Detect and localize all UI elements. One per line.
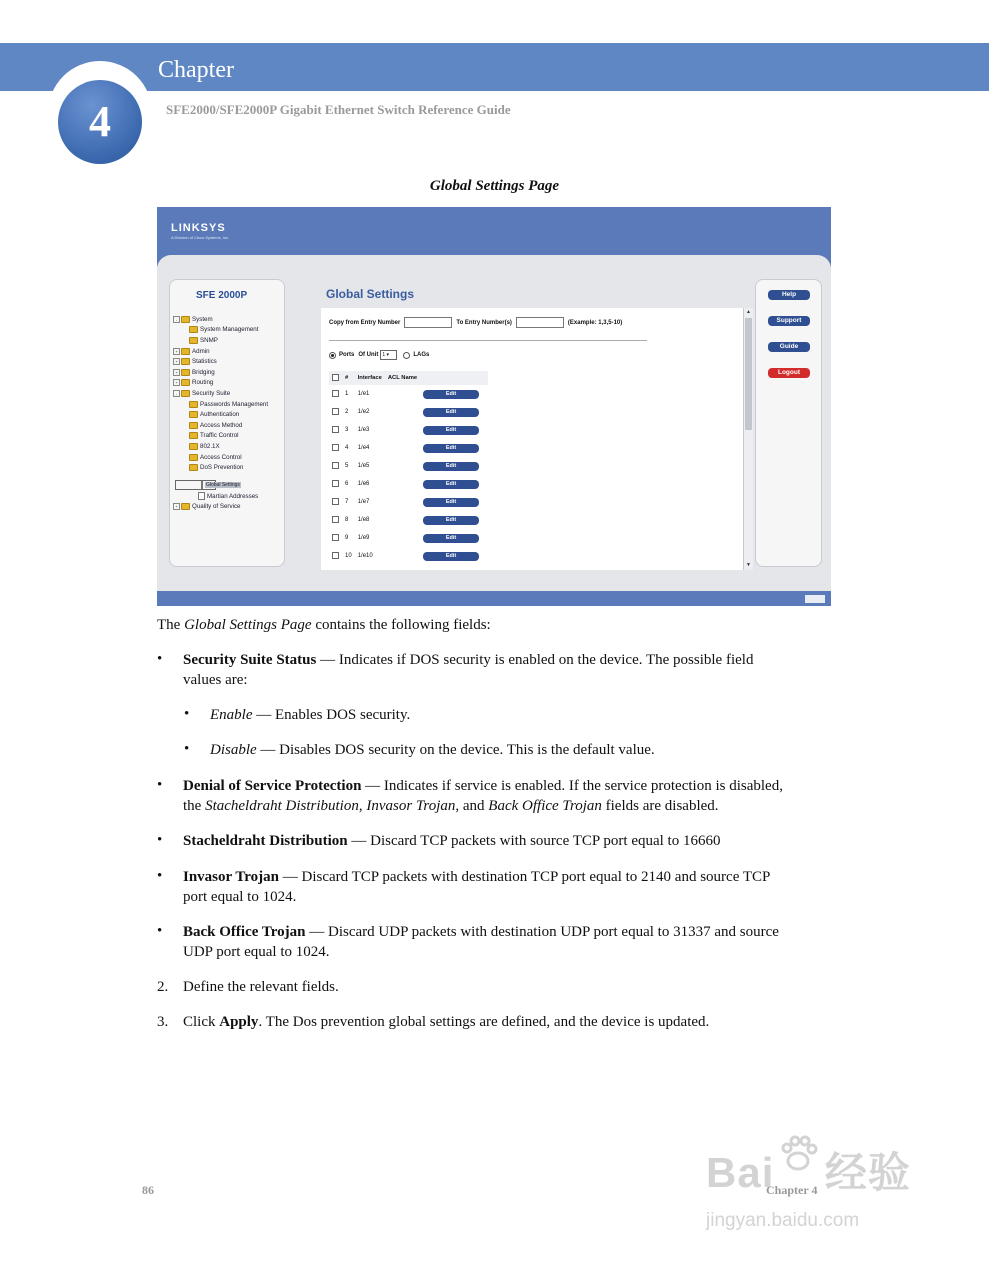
copy-row	[329, 317, 622, 328]
row-select-cell	[329, 439, 342, 457]
table-row	[329, 529, 488, 547]
settings-content	[321, 308, 743, 570]
page-title: Global Settings	[326, 287, 415, 301]
table-body	[329, 385, 488, 565]
desc: — Indicates if DOS security is enabled on the device. The possible field	[316, 652, 754, 668]
lags-radio[interactable]	[403, 352, 410, 359]
table-row	[329, 421, 488, 439]
table-row	[329, 457, 488, 475]
row-acl-name	[385, 529, 420, 547]
scroll-down-icon[interactable]: ▼	[746, 563, 751, 568]
row-interface: 1/e7	[357, 499, 370, 505]
content-scrollbar[interactable]	[743, 308, 753, 570]
tree-item-label: System Management	[200, 326, 259, 334]
tree-item[interactable]	[173, 431, 268, 442]
tree-item-label: Admin	[192, 347, 210, 355]
field-dos-protection	[183, 777, 843, 816]
row-select-cell	[329, 529, 342, 547]
term: Enable	[210, 707, 253, 723]
tree-item[interactable]	[173, 420, 268, 431]
footer-chapter: Chapter 4	[766, 1183, 818, 1197]
expand-icon[interactable]: +	[173, 348, 180, 355]
edit-button[interactable]: Edit	[423, 480, 479, 489]
row-edit-cell	[420, 511, 488, 529]
desc: — Enables DOS security.	[252, 707, 411, 723]
copy-from-label: Copy from Entry Number	[329, 319, 401, 326]
row-checkbox[interactable]	[332, 408, 339, 415]
chapter-header-band	[0, 43, 989, 91]
tree-item[interactable]	[173, 356, 268, 367]
folder-icon	[189, 422, 198, 429]
folder-icon	[189, 464, 198, 471]
row-select-cell	[329, 547, 342, 565]
row-interface: 1/e10	[357, 553, 373, 559]
edit-button[interactable]: Edit	[423, 444, 479, 453]
folder-icon	[181, 358, 190, 365]
tree-item-label: Routing	[192, 379, 214, 387]
expand-icon[interactable]: +	[173, 358, 180, 365]
desc: — Discard UDP packets with destination UDP port equal to 31337 and source	[305, 924, 779, 940]
edit-button[interactable]: Edit	[423, 426, 479, 435]
bullet: •	[157, 832, 163, 848]
intro-post: contains the following fields:	[311, 617, 491, 633]
tree-item-label: Access Method	[200, 421, 243, 429]
app-footer	[157, 591, 831, 606]
row-edit-cell	[420, 403, 488, 421]
row-edit-cell	[420, 385, 488, 403]
row-interface: 1/e5	[357, 463, 370, 469]
row-acl-name	[385, 439, 420, 457]
folder-icon	[181, 348, 190, 355]
paw-icon	[778, 1134, 818, 1174]
row-select-cell	[329, 511, 342, 529]
tree-item[interactable]	[175, 480, 240, 490]
scroll-up-icon[interactable]: ▲	[746, 310, 751, 315]
bullet: •	[184, 741, 190, 757]
tree-item-label: System	[192, 315, 213, 323]
logout-button[interactable]: Logout	[768, 368, 810, 378]
copy-from-input[interactable]	[404, 317, 452, 328]
tree-item[interactable]	[173, 409, 268, 420]
tree-item-label: Access Control	[200, 453, 242, 461]
row-interface: 1/e4	[357, 445, 370, 451]
row-number: 2	[345, 409, 349, 415]
row-checkbox[interactable]	[332, 426, 339, 433]
desc-cont: port equal to 1024.	[183, 888, 297, 905]
row-select-cell	[329, 403, 342, 421]
term: Disable	[210, 742, 257, 758]
apply-term: Apply	[219, 1014, 259, 1030]
tree-item[interactable]	[173, 335, 268, 346]
of-unit-label: Of Unit	[358, 352, 379, 358]
figure-caption: Global Settings Page	[429, 178, 560, 194]
edit-button[interactable]: Edit	[423, 462, 479, 471]
term: Denial of Service Protection	[183, 778, 362, 794]
page-icon	[201, 481, 203, 489]
edit-button[interactable]: Edit	[423, 552, 479, 561]
sep: ,	[358, 797, 367, 814]
page-icon	[198, 492, 205, 500]
guide-title: SFE2000/SFE2000P Gigabit Ethernet Switch Reference Guide	[166, 102, 511, 117]
tree-item-label: Martian Addresses	[207, 492, 259, 500]
ref-invasor: Invasor Trojan	[366, 797, 456, 814]
step-3-post: . The Dos prevention global settings are defined, and the device is updated.	[258, 1014, 710, 1030]
to-entry-label: To Entry Number(s)	[456, 319, 512, 326]
intro-paragraph	[157, 616, 491, 636]
to-entry-input[interactable]	[516, 317, 564, 328]
tree-item[interactable]	[173, 441, 268, 452]
folder-icon	[189, 454, 198, 461]
row-interface: 1/e8	[357, 517, 370, 523]
row-select-cell	[329, 493, 342, 511]
bullet: •	[157, 651, 163, 667]
row-interface: 1/e1	[357, 391, 370, 397]
row-acl-name	[385, 421, 420, 439]
watermark-brand: Bai	[706, 1149, 775, 1196]
tree-item[interactable]	[173, 367, 268, 378]
edit-button[interactable]: Edit	[423, 390, 479, 399]
support-button[interactable]: Support	[768, 316, 810, 326]
tree-item[interactable]	[173, 502, 268, 513]
table-row	[329, 547, 488, 565]
folder-icon	[189, 326, 198, 333]
row-edit-cell	[420, 439, 488, 457]
col-acl-name: ACL Name	[385, 371, 420, 385]
folder-icon	[189, 401, 198, 408]
term: Invasor Trojan	[183, 869, 279, 885]
row-number: 7	[345, 499, 349, 505]
row-number: 1	[345, 391, 349, 397]
col-number: #	[342, 371, 355, 385]
page-number: 86	[142, 1183, 154, 1197]
edit-button[interactable]: Edit	[423, 516, 479, 525]
row-number: 8	[345, 517, 349, 523]
row-select-cell	[329, 421, 342, 439]
tree-item-label: Authentication	[200, 411, 240, 419]
tree-item[interactable]	[173, 314, 268, 325]
col-edit	[420, 371, 488, 385]
desc: — Indicates if service is enabled. If the service protection is disabled,	[361, 778, 783, 794]
row-acl-name	[385, 511, 420, 529]
help-button[interactable]: Help	[768, 290, 810, 300]
table-row	[329, 439, 488, 457]
expand-icon[interactable]: +	[173, 503, 180, 510]
row-acl-name	[385, 403, 420, 421]
screenshot-figure	[157, 207, 831, 606]
row-checkbox[interactable]	[332, 498, 339, 505]
row-select-cell	[329, 475, 342, 493]
linksys-logo-subtitle: A Division of Cisco Systems, Inc.	[171, 235, 230, 240]
tree-item-label: Bridging	[192, 368, 215, 376]
field-invasor-trojan	[183, 868, 843, 907]
row-number: 5	[345, 463, 349, 469]
edit-button[interactable]: Edit	[423, 498, 479, 507]
desc-end: fields are disabled.	[601, 797, 719, 814]
row-checkbox[interactable]	[332, 462, 339, 469]
bullet: •	[157, 868, 163, 884]
step-2-text: Define the relevant fields.	[183, 979, 339, 995]
term: Stacheldraht Distribution	[183, 833, 348, 849]
row-acl-name	[385, 547, 420, 565]
navigation-sidebar	[169, 279, 285, 567]
tree-item[interactable]	[173, 491, 268, 502]
tree-item-label: Traffic Control	[200, 432, 239, 440]
folder-icon	[181, 503, 190, 510]
row-number: 9	[345, 535, 349, 541]
unit-value: 1	[382, 352, 386, 358]
row-edit-cell	[420, 421, 488, 439]
table-row	[329, 385, 488, 403]
tree-item[interactable]	[173, 399, 268, 410]
table-row	[329, 493, 488, 511]
row-number: 10	[345, 553, 352, 559]
select-all-cell	[329, 371, 342, 385]
unit-select[interactable]: 1 ▾	[380, 350, 397, 360]
row-checkbox[interactable]	[332, 534, 339, 541]
step-3-number: 3.	[157, 1014, 169, 1030]
folder-icon	[181, 390, 190, 397]
desc-cont: values are:	[183, 671, 248, 688]
row-checkbox[interactable]	[332, 390, 339, 397]
row-number: 3	[345, 427, 349, 433]
scroll-thumb[interactable]	[745, 318, 752, 430]
folder-icon	[181, 379, 190, 386]
desc: — Discard TCP packets with destination TCP port equal to 2140 and source TCP	[279, 869, 771, 885]
chapter-number-badge: 4	[58, 80, 142, 164]
folder-icon	[181, 369, 190, 376]
intro-em: Global Settings Page	[184, 617, 312, 633]
row-edit-cell	[420, 529, 488, 547]
row-edit-cell	[420, 475, 488, 493]
cisco-mark	[805, 595, 825, 603]
row-acl-name	[385, 457, 420, 475]
field-security-suite-status	[183, 651, 833, 690]
ref-stacheldraht: Stacheldraht Distribution	[205, 797, 359, 814]
unit-row	[329, 350, 429, 360]
sep: , and	[455, 797, 489, 814]
expand-icon[interactable]: +	[173, 379, 180, 386]
divider	[329, 340, 647, 341]
tree-item-label: Quality of Service	[192, 503, 241, 511]
watermark-brand-cn: 经验	[824, 1149, 911, 1196]
field-back-office-trojan	[183, 923, 843, 962]
ref-back-office: Back Office Trojan	[488, 797, 602, 814]
table-row	[329, 403, 488, 421]
tree-item[interactable]	[173, 452, 268, 463]
value-enable	[210, 706, 410, 726]
row-interface: 1/e9	[357, 535, 370, 541]
row-select-cell	[329, 385, 342, 403]
desc: — Discard TCP packets with source TCP port equal to 16660	[347, 833, 721, 849]
row-checkbox[interactable]	[332, 480, 339, 487]
tree-item[interactable]	[173, 462, 268, 473]
step-3-pre: Click	[183, 1014, 220, 1030]
bullet: •	[157, 923, 163, 939]
row-checkbox[interactable]	[332, 552, 339, 559]
edit-button[interactable]: Edit	[423, 408, 479, 417]
row-interface: 1/e3	[357, 427, 370, 433]
ports-table	[329, 371, 488, 565]
folder-icon	[181, 316, 190, 323]
folder-icon	[189, 443, 198, 450]
tree-item-label: Security Suite	[192, 389, 231, 397]
tree-item-label: Passwords Management	[200, 400, 269, 408]
baidu-watermark	[706, 1140, 911, 1231]
term: Back Office Trojan	[183, 924, 306, 940]
tree-item[interactable]	[173, 388, 268, 399]
desc-cont: UDP port equal to 1024.	[183, 943, 330, 960]
col-interface: Interface	[355, 371, 385, 385]
tree-item[interactable]	[173, 325, 268, 336]
lags-label: LAGs	[413, 352, 430, 358]
table-row	[329, 511, 488, 529]
edit-button[interactable]: Edit	[423, 534, 479, 543]
row-edit-cell	[420, 457, 488, 475]
intro-pre: The	[157, 617, 185, 633]
value-disable	[210, 741, 655, 761]
row-interface: 1/e2	[357, 409, 370, 415]
nav-tree	[173, 314, 268, 512]
tree-item-label: SNMP	[200, 336, 218, 344]
linksys-logo: LINKSYS	[171, 222, 226, 234]
desc-cont: the	[183, 797, 206, 814]
term: Security Suite Status	[183, 652, 317, 668]
collapse-icon[interactable]: -	[173, 390, 180, 397]
expand-icon[interactable]: +	[173, 369, 180, 376]
field-stacheldraht	[183, 832, 720, 852]
row-interface: 1/e6	[357, 481, 370, 487]
tree-item-label: Global Settings	[206, 481, 240, 488]
folder-icon	[189, 432, 198, 439]
tree-item[interactable]	[173, 346, 268, 357]
device-title: SFE 2000P	[196, 290, 248, 301]
desc: — Disables DOS security on the device. This is the default value.	[256, 742, 655, 758]
row-edit-cell	[420, 493, 488, 511]
ports-radio[interactable]	[329, 352, 336, 359]
watermark-url: jingyan.baidu.com	[706, 1210, 860, 1231]
step-2-number: 2.	[157, 979, 169, 995]
example-label: (Example: 1,3,5-10)	[567, 319, 623, 326]
folder-icon	[189, 411, 198, 418]
bullet: •	[157, 777, 163, 793]
tree-item-label: 802.1X	[200, 442, 220, 450]
tree-item[interactable]	[173, 378, 268, 389]
table-header	[329, 371, 488, 385]
select-all-checkbox[interactable]	[332, 374, 339, 381]
row-acl-name	[385, 385, 420, 403]
chapter-label: Chapter	[158, 57, 234, 83]
row-number: 6	[345, 481, 349, 487]
table-row	[329, 475, 488, 493]
row-checkbox[interactable]	[332, 444, 339, 451]
guide-button[interactable]: Guide	[768, 342, 810, 352]
bullet: •	[184, 706, 190, 722]
folder-icon	[189, 337, 198, 344]
row-edit-cell	[420, 547, 488, 565]
row-acl-name	[385, 493, 420, 511]
row-select-cell	[329, 457, 342, 475]
row-acl-name	[385, 475, 420, 493]
step-3-text	[183, 1013, 709, 1033]
row-checkbox[interactable]	[332, 516, 339, 523]
ports-label: Ports	[339, 352, 355, 358]
help-panel	[755, 279, 822, 567]
row-number: 4	[345, 445, 349, 451]
collapse-icon[interactable]: -	[173, 316, 180, 323]
tree-item-label: DoS Prevention	[200, 464, 244, 472]
tree-item-label: Statistics	[192, 358, 217, 366]
